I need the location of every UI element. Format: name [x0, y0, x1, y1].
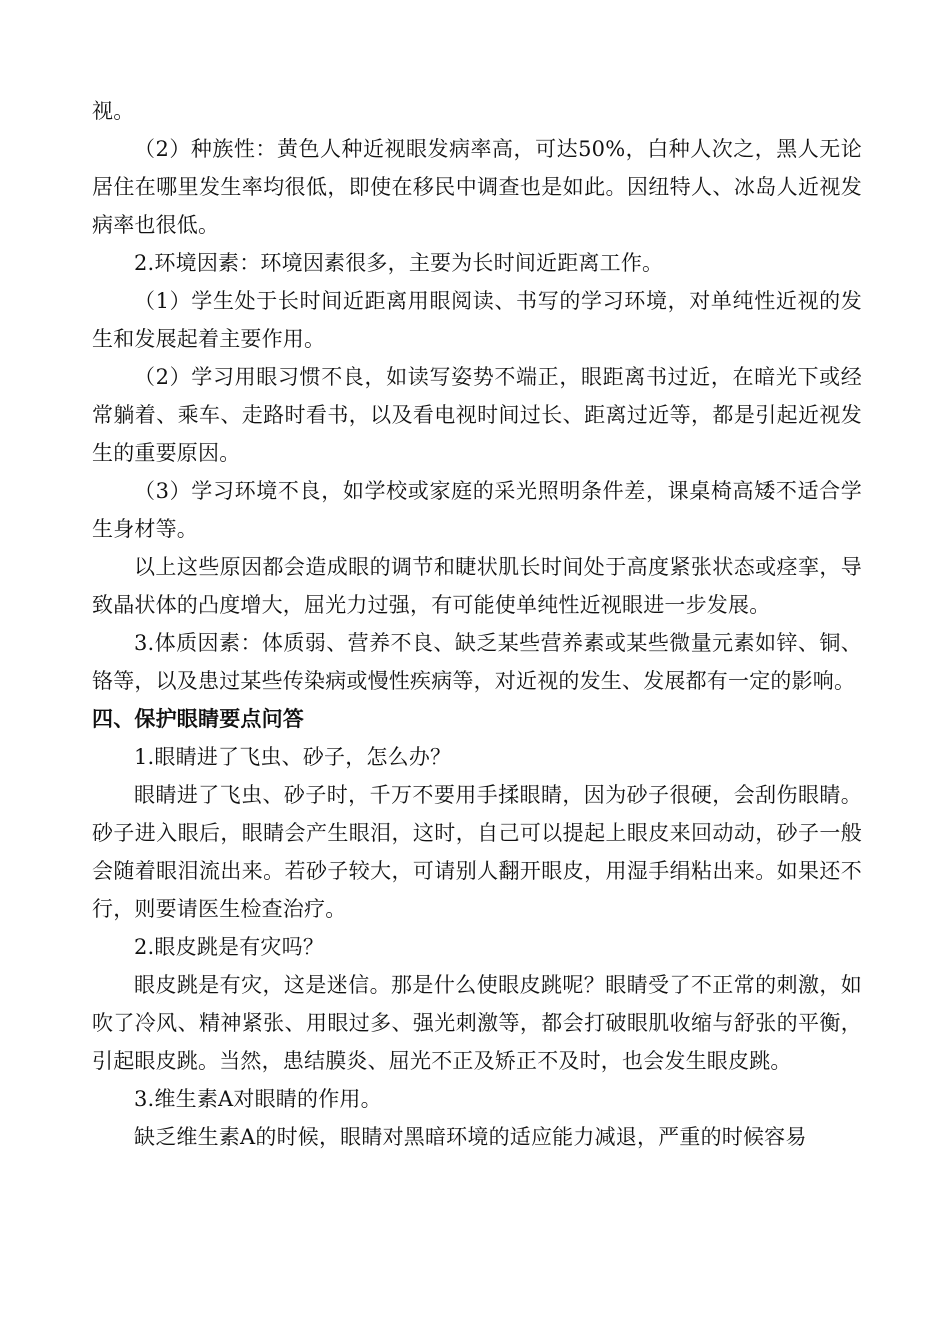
paragraph-constitution-factor: 3.体质因素：体质弱、营养不良、缺乏某些营养素或某些微量元素如锌、铜、铬等，以及患过某些传染病或慢性疾病等，对近视的发生、发展都有一定的影响。: [92, 631, 862, 693]
answer-2: 眼皮跳是有灾，这是迷信。那是什么使眼皮跳呢？眼睛受了不正常的刺激，如吹了冷风、精神紧张、用眼过多、强光刺激等，都会打破眼肌收缩与舒张的平衡，引起眼皮跳。当然，患结膜炎、屈光不正及矫正不及时，也会发生眼皮跳。: [92, 973, 862, 1073]
section-heading: 四、保护眼睛要点问答: [92, 707, 304, 731]
answer-3: 缺乏维生素A的时候，眼睛对黑暗环境的适应能力减退，严重的时候容易: [134, 1125, 807, 1149]
paragraph-environment-1: （1）学生处于长时间近距离用眼阅读、书写的学习环境，对单纯性近视的发生和发展起着主要作用。: [92, 289, 862, 351]
paragraph-race-factor: （2）种族性：黄色人种近视眼发病率高，可达50%，白种人次之，黑人无论居住在哪里发生率均很低，即使在移民中调查也是如此。因纽特人、冰岛人近视发病率也很低。: [92, 137, 862, 237]
paragraph-environment-2: （2）学习用眼习惯不良，如读写姿势不端正，眼距离书过近，在暗光下或经常躺着、乘车、走路时看书，以及看电视时间过长、距离过近等，都是引起近视发生的重要原因。: [92, 365, 862, 465]
question-2: 2.眼皮跳是有灾吗？: [134, 935, 325, 959]
document-page: [92, 92, 862, 1156]
paragraph-summary: 以上这些原因都会造成眼的调节和睫状肌长时间处于高度紧张状态或痉挛，导致晶状体的凸度增大，屈光力过强，有可能使单纯性近视眼进一步发展。: [92, 555, 862, 617]
paragraph-environment-3: （3）学习环境不良，如学校或家庭的采光照明条件差，课桌椅高矮不适合学生身材等。: [92, 479, 862, 541]
paragraph-continuation: 视。: [92, 99, 135, 123]
question-1: 1.眼睛进了飞虫、砂子，怎么办？: [134, 745, 452, 769]
question-3: 3.维生素A对眼睛的作用。: [134, 1087, 382, 1111]
paragraph-environment-factor: 2.环境因素：环境因素很多，主要为长时间近距离工作。: [134, 251, 664, 275]
answer-1: 眼睛进了飞虫、砂子时，千万不要用手揉眼睛，因为砂子很硬，会刮伤眼睛。砂子进入眼后，眼睛会产生眼泪，这时，自己可以提起上眼皮来回动动，砂子一般会随着眼泪流出来。若砂子较大，可请别人翻开眼皮，用湿手绢粘出来。如果还不行，则要请医生检查治疗。: [92, 783, 862, 921]
